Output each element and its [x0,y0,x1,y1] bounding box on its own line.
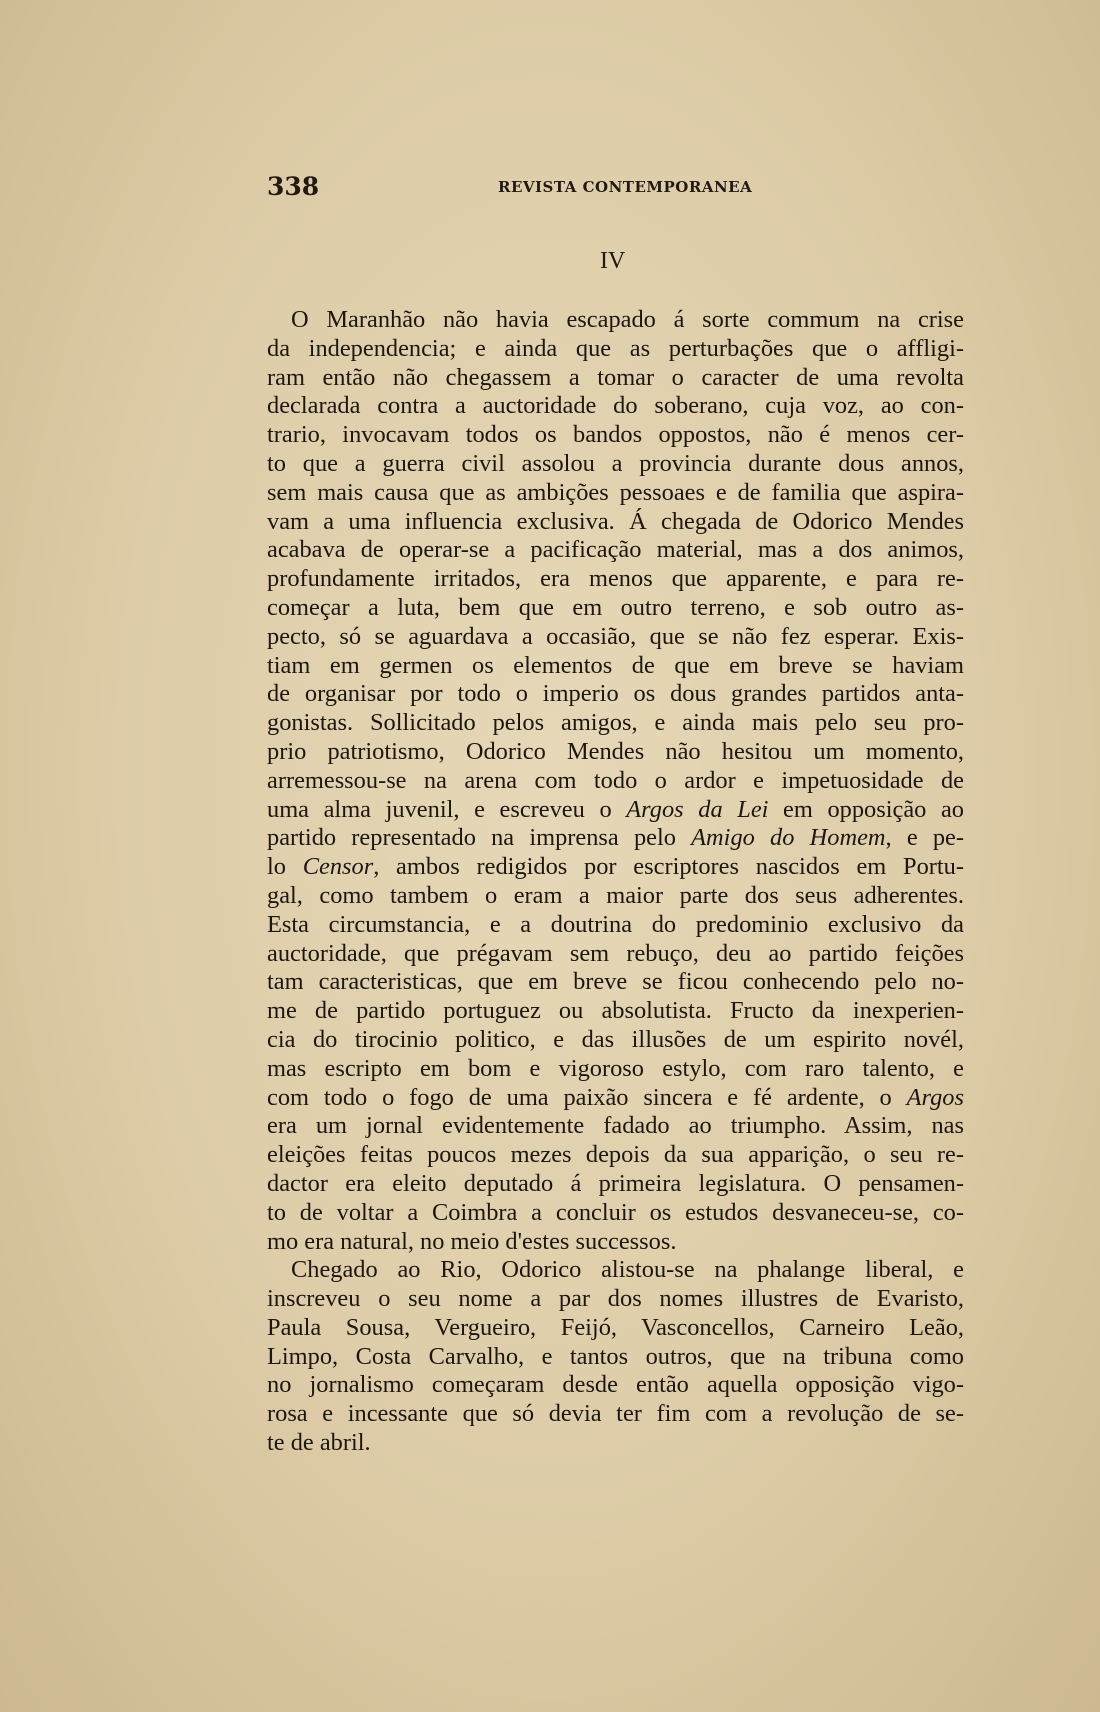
text-line: mo era natural, no meio d'estes successos. [267,1227,677,1255]
text-line: Paula Sousa, Vergueiro, Feijó, Vasconcellos, Carneiro Leão, [267,1313,964,1341]
text-line: tam caracteristicas, que em breve se ficou conhecendo pelo no- [267,968,964,996]
text-line: dactor era eleito deputado á primeira legislatura. O pensamen- [267,1169,964,1197]
body-text [267,306,964,1458]
page-header [267,172,967,204]
text-line: da independencia; e ainda que as perturbações que o affligi- [267,334,964,362]
text-line: começar a luta, bem que em outro terreno, e sob outro as- [267,593,964,621]
text-run: com todo o fogo de uma paixão sincera e fé ardente, o [267,1083,907,1111]
text-line: sem mais causa que as ambições pessoaes e de familia que aspira- [267,478,964,506]
text-run: , e pe- [885,824,964,852]
text-line: pecto, só se aguardava a occasião, que se não fez esperar. Exis- [267,622,964,650]
text-line: tiam em germen os elementos de que em breve se haviam [267,651,964,679]
page-number: 338 [267,172,320,201]
paragraph [267,306,964,1256]
paragraph [267,1256,964,1458]
text-line: inscreveu o seu nome a par dos nomes illustres de Evaristo, [267,1285,964,1313]
text-line: de organisar por todo o imperio os dous grandes partidos anta- [267,680,964,708]
text-line [267,796,964,825]
text-line [267,1084,964,1113]
text-line: Esta circumstancia, e a doutrina do predominio exclusivo da [267,910,964,938]
text-line: me de partido portuguez ou absolutista. Fructo da inexperien- [267,997,964,1025]
text-run: em opposição ao [768,795,965,823]
text-run: uma alma juvenil, e escreveu o [267,795,627,823]
text-run: lo [267,853,303,881]
text-line: declarada contra a auctoridade do soberano, cuja voz, ao con- [267,392,964,420]
text-line: gonistas. Sollicitado pelos amigos, e ainda mais pelo seu pro- [267,709,964,737]
text-line: Chegado ao Rio, Odorico alistou-se na phalange liberal, e [291,1256,964,1284]
text-line: cia do tirocinio politico, e das illusões de um espirito novél, [267,1025,964,1053]
italic-title: Censor [302,853,374,881]
text-line: te de abril. [267,1429,371,1457]
text-line: acabava de operar-se a pacificação material, mas a dos animos, [267,536,964,564]
italic-title: Argos da Lei [626,795,769,823]
italic-title: Argos [906,1083,964,1111]
text-line: arremessou-se na arena com todo o ardor e impetuosidade de [267,766,964,794]
text-line: rosa e incessante que só devia ter fim com a revolução de se- [267,1400,964,1428]
text-line: to de voltar a Coimbra a concluir os estudos desvaneceu-se, co- [267,1198,964,1226]
italic-title: Amigo do Homem [691,824,886,852]
text-line [267,853,964,882]
text-line: profundamente irritados, era menos que apparente, e para re- [267,565,964,593]
text-line [267,824,964,853]
text-line: trario, invocavam todos os bandos oppostos, não é menos cer- [267,421,964,449]
text-line: prio patriotismo, Odorico Mendes não hesitou um momento, [267,737,964,765]
section-numeral: IV [600,248,626,274]
text-line: mas escripto em bom e vigoroso estylo, com raro talento, e [267,1054,964,1082]
text-line: no jornalismo começaram desde então aquella opposição vigo- [267,1371,964,1399]
text-line: gal, como tambem o eram a maior parte dos seus adherentes. [267,881,964,909]
running-head: REVISTA CONTEMPORANEA [498,178,753,196]
text-line: Limpo, Costa Carvalho, e tantos outros, que na tribuna como [267,1342,964,1370]
text-line: auctoridade, que prégavam sem rebuço, deu ao partido feições [267,939,964,967]
text-line: era um jornal evidentemente fadado ao triumpho. Assim, nas [267,1112,964,1140]
text-line: vam a uma influencia exclusiva. Á chegada de Odorico Mendes [267,507,964,535]
text-line: eleições feitas poucos mezes depois da sua apparição, o seu re- [267,1141,964,1169]
text-run: , ambos redigidos por escriptores nascidos em Portu- [373,853,964,881]
text-line: ram então não chegassem a tomar o caracter de uma revolta [267,363,964,391]
text-line: O Maranhão não havia escapado á sorte commum na crise [291,306,964,333]
text-run: partido representado na imprensa pelo [267,824,692,852]
text-line: to que a guerra civil assolou a provincia durante dous annos, [267,449,964,477]
